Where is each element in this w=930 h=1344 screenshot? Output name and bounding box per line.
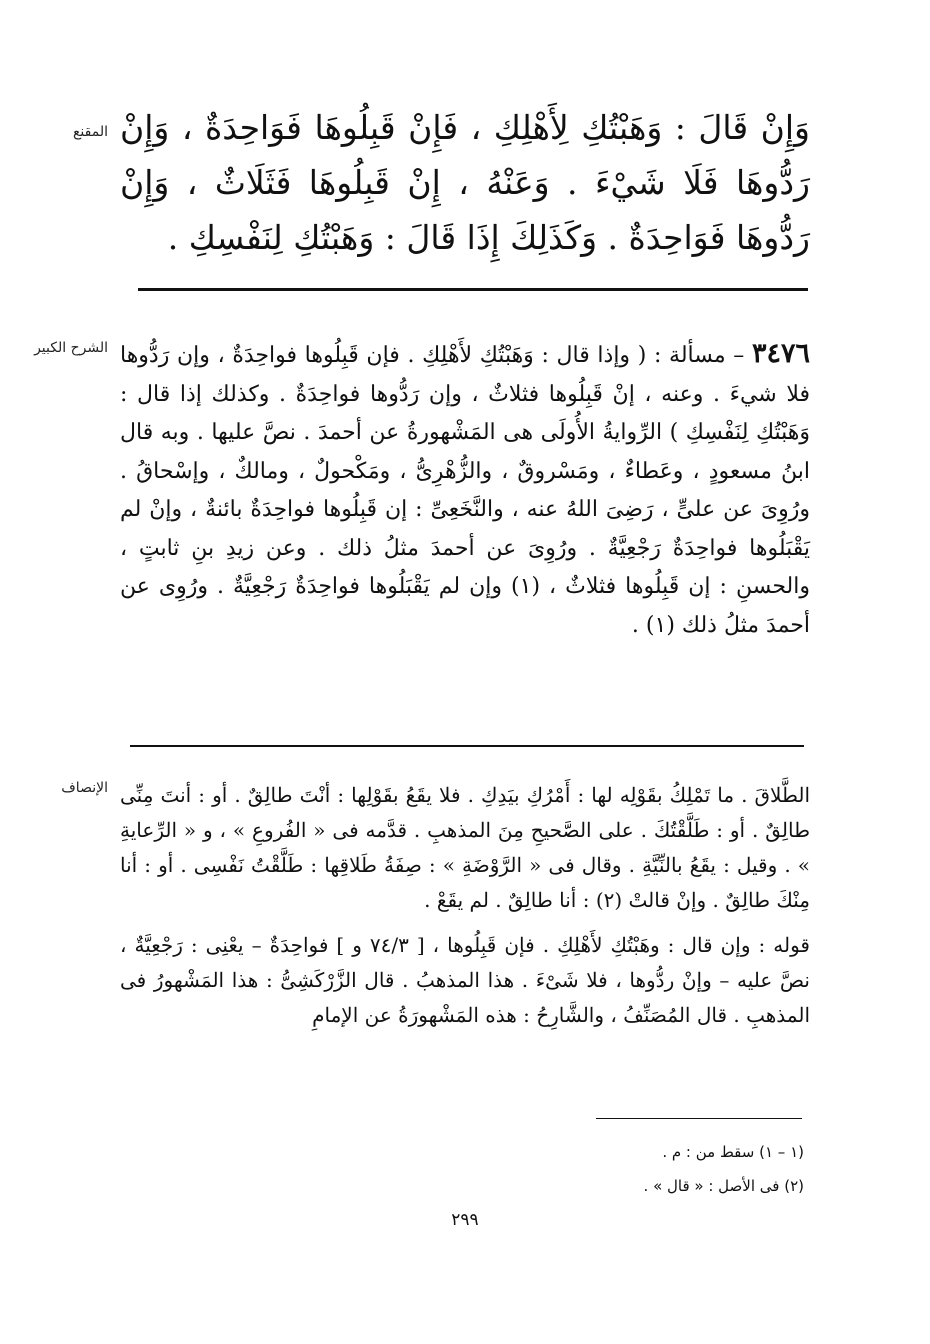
footnote-divider	[596, 1118, 802, 1119]
page-number: ٢٩٩	[451, 1210, 479, 1230]
label-insaf: الإنصاف	[61, 780, 108, 796]
footnote-1: (١ – ١) سقط من : م .	[662, 1143, 804, 1161]
sharh-paragraph	[120, 335, 810, 645]
label-sharh: الشرح الكبير	[34, 340, 108, 356]
label-muqni: المقنع	[72, 124, 108, 140]
insaf-paragraph-1: الطَّلاقَ . ما تَمْلِكُ بقَوْلِه لها : أَمْرُكِ بيَدِكِ . فلا يقَعُ بقَوْلِها : أنْتَ طالِقٌ . أو : أنتَ مِنِّى طالِقٌ . أو : طَلَّقْتُكَ . على الصَّحيحِ مِنَ المذهبِ . قدَّمه فى « الفُروعِ » ، و « الرِّعايةِ » . وقيل : يقَعُ بالنِّيَّةِ . وقال فى « الرَّوْضَةِ » : صِفَةُ طَلاقِها : طَلَّقْتُ نَفْسِى . أو : أنا مِنْكَ طالِقٌ . وإنْ قالتْ (٢) : أنا طالِقٌ . لم يقَعْ .	[120, 783, 810, 912]
insaf-paragraph-2: قوله : وإن قال : وهَبْتُكِ لأَهْلِكِ . فإن قَبِلُوها ، [ ٧٤/٣ و ] فواحِدَةٌ – يعْنِى : رَجْعِيَّةٌ ، نصَّ عليه – وإنْ ردُّوها ، فلا شَىْءَ . هذا المذهبُ . قال الزَّرْكَشِىُّ : هذا المَشْهورُ فى المذهبِ . قال المُصَنِّفُ ، والشَّارِحُ : هذه المَشْهورَةُ عن الإمامِ	[120, 933, 810, 1027]
muqni-text-block	[120, 100, 810, 265]
sharh-text-block	[120, 335, 810, 645]
sharh-text: – مسألة : ( وإذا قال : وَهَبْتُكِ لأَهْلِكِ . فإن قَبِلُوها فواحِدَةٌ ، وإن رَدُّوها فلا شيءَ . وعنه ، إنْ قَبِلُوها فثلاثٌ ، وإن رَدُّوها فواحِدَةٌ . وكذلك إذا قال : وَهَبْتُكِ لِنَفْسِكِ ) الرِّوايةُ الأُولَى هى المَشْهورةُ عن أحمدَ . نصَّ عليها . وبه قال ابنُ مسعودٍ ، وعَطاءٌ ، ومَسْروقٌ ، والزُّهْرِىُّ ، ومَكْحولٌ ، ومالكٌ ، وإسْحاقُ . ورُوِىَ عن علىٍّ ، رَضِىَ اللهُ عنه ، والنَّخَعِىِّ : إن قَبِلُوها فواحِدَةٌ بائنةٌ ، وإنْ لم يَقْبَلُوها فواحِدَةٌ رَجْعِيَّةٌ . ورُوِىَ عن أحمدَ مثلُ ذلك . وعن زيدِ بنِ ثابتٍ ، والحسنِ : إن قَبِلُوها فثلاثٌ ، (١) وإن لم يَقْبَلُوها فواحِدَةٌ رَجْعِيَّةٌ . ورُوِى عن أحمدَ مثلُ ذلك (١) .	[120, 343, 810, 638]
insaf-text-block	[120, 778, 810, 1033]
muqni-text: وَإِنْ قَالَ : وَهَبْتُكِ لِأَهْلِكِ ، فَإِنْ قَبِلُوهَا فَوَاحِدَةٌ ، وَإِنْ رَدُّوهَا فَلَا شَيْءَ . وَعَنْهُ ، إِنْ قَبِلُوهَا فَثَلَاثٌ ، وَإِنْ رَدُّوهَا فَوَاحِدَةٌ . وَكَذَلِكَ إِذَا قَالَ : وَهَبْتُكِ لِنَفْسِكِ .	[120, 108, 810, 257]
section-divider-thick	[138, 288, 808, 291]
footnote-2: (٢) فى الأصل : « قال » .	[643, 1177, 804, 1195]
footnotes	[400, 1135, 804, 1203]
section-divider-thin	[130, 745, 804, 747]
issue-number: ٣٤٧٦	[751, 338, 810, 369]
